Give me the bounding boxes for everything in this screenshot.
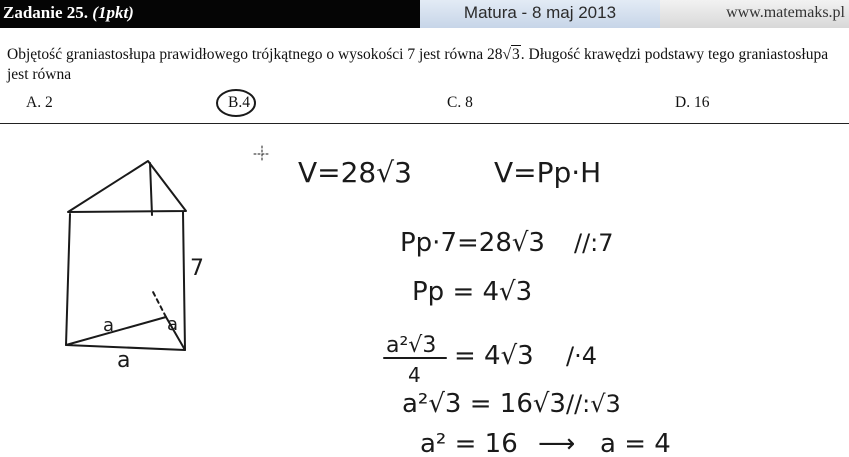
height-label: 7 xyxy=(190,256,204,281)
site-link[interactable]: www.matemaks.pl xyxy=(660,0,849,28)
volume-formula: V=Pp·H xyxy=(494,156,602,189)
fraction-denominator: 4 xyxy=(408,363,421,387)
implies-arrow-icon: ⟶ xyxy=(538,429,576,457)
answer-a-label: A. xyxy=(26,94,42,111)
answer-c-value: 8 xyxy=(465,94,473,111)
base-edge-label-1: a xyxy=(103,315,115,336)
equation-step-2: Pp = 4√3 xyxy=(412,277,533,307)
base-edge-label-2: a xyxy=(167,314,179,335)
prism-hidden-edge xyxy=(152,290,166,317)
final-result: a = 4 xyxy=(600,429,671,457)
equation-step-1: Pp·7=28√3 xyxy=(400,228,545,258)
cursor-crosshair-icon xyxy=(254,146,270,162)
answer-b-value: 4 xyxy=(242,94,250,111)
base-edge-label-3: a xyxy=(117,348,131,373)
task-number: Zadanie 25. xyxy=(3,3,89,22)
operation-step-3: /·4 xyxy=(566,342,597,370)
answer-d-value: 16 xyxy=(693,94,710,111)
prism-drawing xyxy=(66,161,204,373)
equation-step-3: = 4√3 xyxy=(454,341,534,371)
radicand: 3 xyxy=(512,46,520,63)
answer-c-label: C. xyxy=(447,94,462,111)
problem-text-start: Objętość graniastosłupa prawidłowego trójkątnego o wysokości 7 jest równa 28 xyxy=(7,46,503,63)
prism-edge-left xyxy=(66,214,70,345)
operation-step-4: //:√3 xyxy=(566,390,621,418)
task-points: (1pkt) xyxy=(92,3,134,22)
answer-d-label: D. xyxy=(675,94,691,111)
given-volume: V=28√3 xyxy=(298,156,412,189)
prism-edge-back xyxy=(150,163,152,215)
problem-text-end: . Długość krawędzi podstawy tego graniastosłupa jest równa xyxy=(7,46,829,83)
prism-top-base xyxy=(68,161,186,212)
answer-a-value: 2 xyxy=(44,94,53,111)
equation-step-5: a² = 16 xyxy=(420,429,518,457)
exam-date: Matura - 8 maj 2013 xyxy=(420,0,660,28)
sqrt-expression: √3 xyxy=(502,46,520,63)
answer-b-circle xyxy=(217,90,255,116)
operation-step-1: //:7 xyxy=(574,229,614,257)
equation-step-4: a²√3 = 16√3 xyxy=(402,389,566,419)
answer-b-label: B. xyxy=(228,94,243,111)
prism-edge-right xyxy=(183,212,185,350)
fraction-numerator: a²√3 xyxy=(386,333,437,358)
